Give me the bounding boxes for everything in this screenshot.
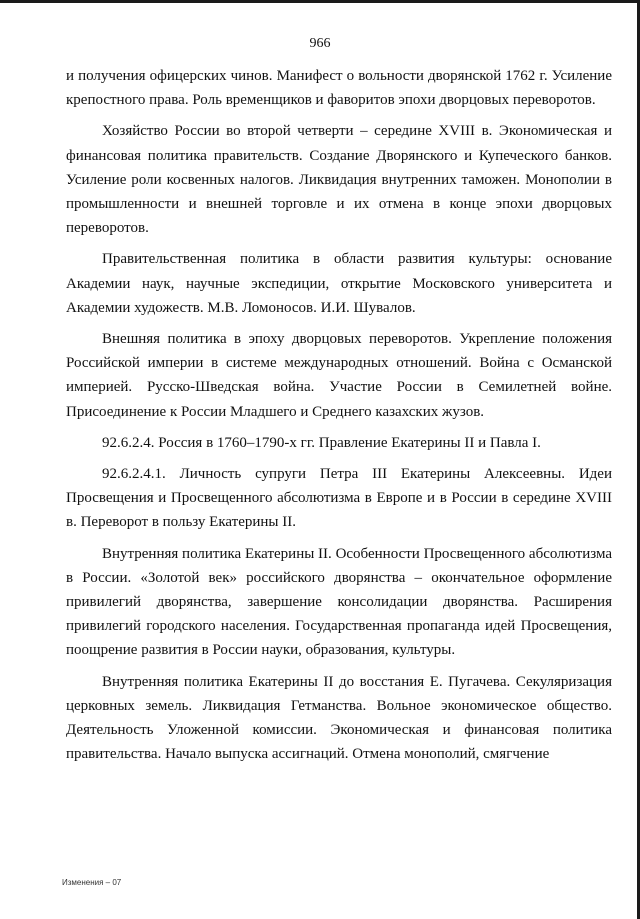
paragraph-catherine-before-pugachev: Внутренняя политика Екатерины II до восстания Е. Пугачева. Секуляризация церковных земель. Ликвидация Гетманства. Вольное экономическое общество. Деятельность Уложенной комиссии. Экономическая и финансовая политика правительства. Начало выпуска ассигнаций. Отмена монополий, смягчение <box>66 673 612 763</box>
section-heading-92-6-2-4-1: 92.6.2.4.1. Личность супруги Петра III Екатерины Алексеевны. Идеи Просвещения и Просвещенного абсолютизма в Европе и в России в середине XVIII в. Переворот в пользу Екатерины II. <box>66 466 612 531</box>
document-body <box>66 64 612 766</box>
paragraph-culture: Правительственная политика в области развития культуры: основание Академии наук, научные экспедиции, открытие Московского университета и Академии художеств. М.В. Ломоносов. И.И. Шувалов. <box>66 251 612 316</box>
footer-revision-note: Изменения – 07 <box>62 878 122 887</box>
section-heading-92-6-2-4: 92.6.2.4. Россия в 1760–1790-х гг. Правление Екатерины II и Павла I. <box>102 434 541 451</box>
scan-edge-top <box>0 0 640 3</box>
paragraph-foreign-policy: Внешняя политика в эпоху дворцовых переворотов. Укрепление положения Российской империи в системе международных отношений. Война с Османской империей. Русско-Шведская война. Участие России в Семилетней войне. Присоединение к России Младшего и Среднего казахских жузов. <box>66 331 612 420</box>
paragraph-economy: Хозяйство России во второй четверти – середине XVIII в. Экономическая и финансовая политика правительств. Создание Дворянского и Купеческого банков. Усиление роли косвенных налогов. Ликвидация внутренних таможен. Монополии в промышленности и внешней торговле и их отмена в конце эпохи дворцовых переворотов. <box>66 123 612 237</box>
paragraph-serfdom: и получения офицерских чинов. Манифест о вольности дворянской 1762 г. Усиление крепостного права. Роль временщиков и фаворитов эпохи дворцовых переворотов. <box>66 68 612 109</box>
page-number: 966 <box>309 36 331 51</box>
paragraph-catherine-domestic: Внутренняя политика Екатерины II. Особенности Просвещенного абсолютизма в России. «Золотой век» российского дворянства – окончательное оформление привилегий дворянства, завершение консолидации дворянства. Расширения привилегий городского населения. Государственная пропаганда идей Просвещения, поощрение развития в России науки, образования, культуры. <box>66 545 612 659</box>
